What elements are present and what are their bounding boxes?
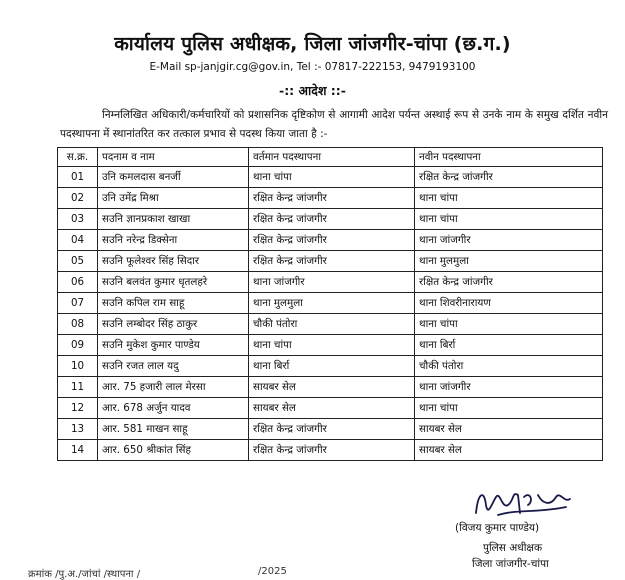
- contact-line: E-Mail sp-janjgir.cg@gov.in, Tel :- 07817-222153, 9479193100: [149, 61, 476, 73]
- table-body: [58, 167, 603, 461]
- cell-current-posting: सायबर सेल: [249, 398, 415, 419]
- transfer-table: [57, 147, 603, 461]
- table-row: [58, 209, 603, 230]
- cell-current-posting: थाना चांपा: [249, 167, 415, 188]
- header-serial: स.क्र.: [58, 148, 98, 167]
- cell-current-posting: रक्षित केन्द्र जांजगीर: [249, 419, 415, 440]
- cell-name: सउनि ज्ञानप्रकाश खाखा: [98, 209, 249, 230]
- header-new-posting: नवीन पदस्थापना: [415, 148, 603, 167]
- cell-current-posting: चौकी पंतोरा: [249, 314, 415, 335]
- cell-serial: 05: [58, 251, 98, 272]
- cell-new-posting: थाना शिवरीनारायण: [415, 293, 603, 314]
- table-row: [58, 230, 603, 251]
- cell-serial: 14: [58, 440, 98, 461]
- cell-name: उनि उमेंद्र मिश्रा: [98, 188, 249, 209]
- table-row: [58, 314, 603, 335]
- cell-new-posting: थाना चांपा: [415, 188, 603, 209]
- table-row: [58, 440, 603, 461]
- cell-name: आर. 581 माखन साहू: [98, 419, 249, 440]
- order-heading: -:: आदेश ::-: [279, 83, 346, 98]
- cell-current-posting: रक्षित केन्द्र जांजगीर: [249, 230, 415, 251]
- cell-name: सउनि फूलेश्वर सिंह सिदार: [98, 251, 249, 272]
- cell-serial: 13: [58, 419, 98, 440]
- cell-serial: 03: [58, 209, 98, 230]
- cell-new-posting: सायबर सेल: [415, 419, 603, 440]
- cell-new-posting: थाना चांपा: [415, 209, 603, 230]
- cell-new-posting: थाना चांपा: [415, 314, 603, 335]
- cell-current-posting: थाना चांपा: [249, 335, 415, 356]
- cell-new-posting: सायबर सेल: [415, 440, 603, 461]
- cell-name: सउनि मुकेश कुमार पाण्डेय: [98, 335, 249, 356]
- cell-new-posting: थाना जांजगीर: [415, 230, 603, 251]
- reference-year: /2025: [258, 566, 287, 577]
- cell-new-posting: थाना चांपा: [415, 398, 603, 419]
- cell-serial: 01: [58, 167, 98, 188]
- cell-name: उनि कमलदास बनर्जी: [98, 167, 249, 188]
- table-row: [58, 272, 603, 293]
- cell-current-posting: सायबर सेल: [249, 377, 415, 398]
- reference-number: क्रमांक /पु.अ./जांचां /स्थापना /: [28, 569, 141, 580]
- office-title: कार्यालय पुलिस अधीक्षक, जिला जांजगीर-चांपा (छ.ग.): [114, 33, 511, 55]
- header-current-posting: वर्तमान पदस्थापना: [249, 148, 415, 167]
- intro-paragraph: निम्नलिखित अधिकारी/कर्मचारियों को प्रशासनिक दृष्टिकोण से आगामी आदेश पर्यन्त अस्थाई रूप से उनके नाम के समुख दर्शित नवीन पदस्थापना में स्थानांतरित कर तत्काल प्रभाव से पदस्थ किया जाता है :-: [60, 109, 608, 140]
- table-row: [58, 398, 603, 419]
- cell-new-posting: थाना बिर्रा: [415, 335, 603, 356]
- cell-name: सउनि कपिल राम साहू: [98, 293, 249, 314]
- cell-current-posting: थाना मुलमुला: [249, 293, 415, 314]
- cell-name: सउनि रजत लाल यदु: [98, 356, 249, 377]
- cell-current-posting: थाना जांजगीर: [249, 272, 415, 293]
- signatory-name: (विजय कुमार पाण्डेय): [455, 522, 540, 534]
- cell-new-posting: रक्षित केन्द्र जांजगीर: [415, 167, 603, 188]
- cell-new-posting: थाना जांजगीर: [415, 377, 603, 398]
- table-row: [58, 251, 603, 272]
- cell-current-posting: रक्षित केन्द्र जांजगीर: [249, 209, 415, 230]
- cell-serial: 02: [58, 188, 98, 209]
- header-name: पदनाम व नाम: [98, 148, 249, 167]
- cell-current-posting: थाना बिर्रा: [249, 356, 415, 377]
- table-header-row: [58, 148, 603, 167]
- table-row: [58, 293, 603, 314]
- cell-serial: 08: [58, 314, 98, 335]
- cell-new-posting: चौकी पंतोरा: [415, 356, 603, 377]
- cell-name: आर. 650 श्रीकांत सिंह: [98, 440, 249, 461]
- cell-current-posting: रक्षित केन्द्र जांजगीर: [249, 440, 415, 461]
- cell-serial: 07: [58, 293, 98, 314]
- cell-serial: 04: [58, 230, 98, 251]
- cell-name: सउनि नरेन्द्र डिक्सेना: [98, 230, 249, 251]
- table-row: [58, 356, 603, 377]
- table-row: [58, 335, 603, 356]
- signatory-designation: पुलिस अधीक्षक: [483, 542, 543, 554]
- table-row: [58, 377, 603, 398]
- cell-serial: 12: [58, 398, 98, 419]
- table-row: [58, 167, 603, 188]
- table-row: [58, 419, 603, 440]
- cell-serial: 11: [58, 377, 98, 398]
- cell-name: सउनि बलवंत कुमार धृतलहरे: [98, 272, 249, 293]
- cell-name: आर. 678 अर्जुन यादव: [98, 398, 249, 419]
- cell-new-posting: रक्षित केन्द्र जांजगीर: [415, 272, 603, 293]
- cell-serial: 09: [58, 335, 98, 356]
- cell-serial: 10: [58, 356, 98, 377]
- signatory-office: जिला जांजगीर-चांपा: [472, 558, 549, 570]
- cell-name: आर. 75 हजारी लाल मेरसा: [98, 377, 249, 398]
- table-row: [58, 188, 603, 209]
- cell-name: सउनि लम्बोदर सिंह ठाकुर: [98, 314, 249, 335]
- cell-serial: 06: [58, 272, 98, 293]
- signature-scribble: [468, 483, 578, 525]
- cell-current-posting: रक्षित केन्द्र जांजगीर: [249, 188, 415, 209]
- cell-current-posting: रक्षित केन्द्र जांजगीर: [249, 251, 415, 272]
- cell-new-posting: थाना मुलमुला: [415, 251, 603, 272]
